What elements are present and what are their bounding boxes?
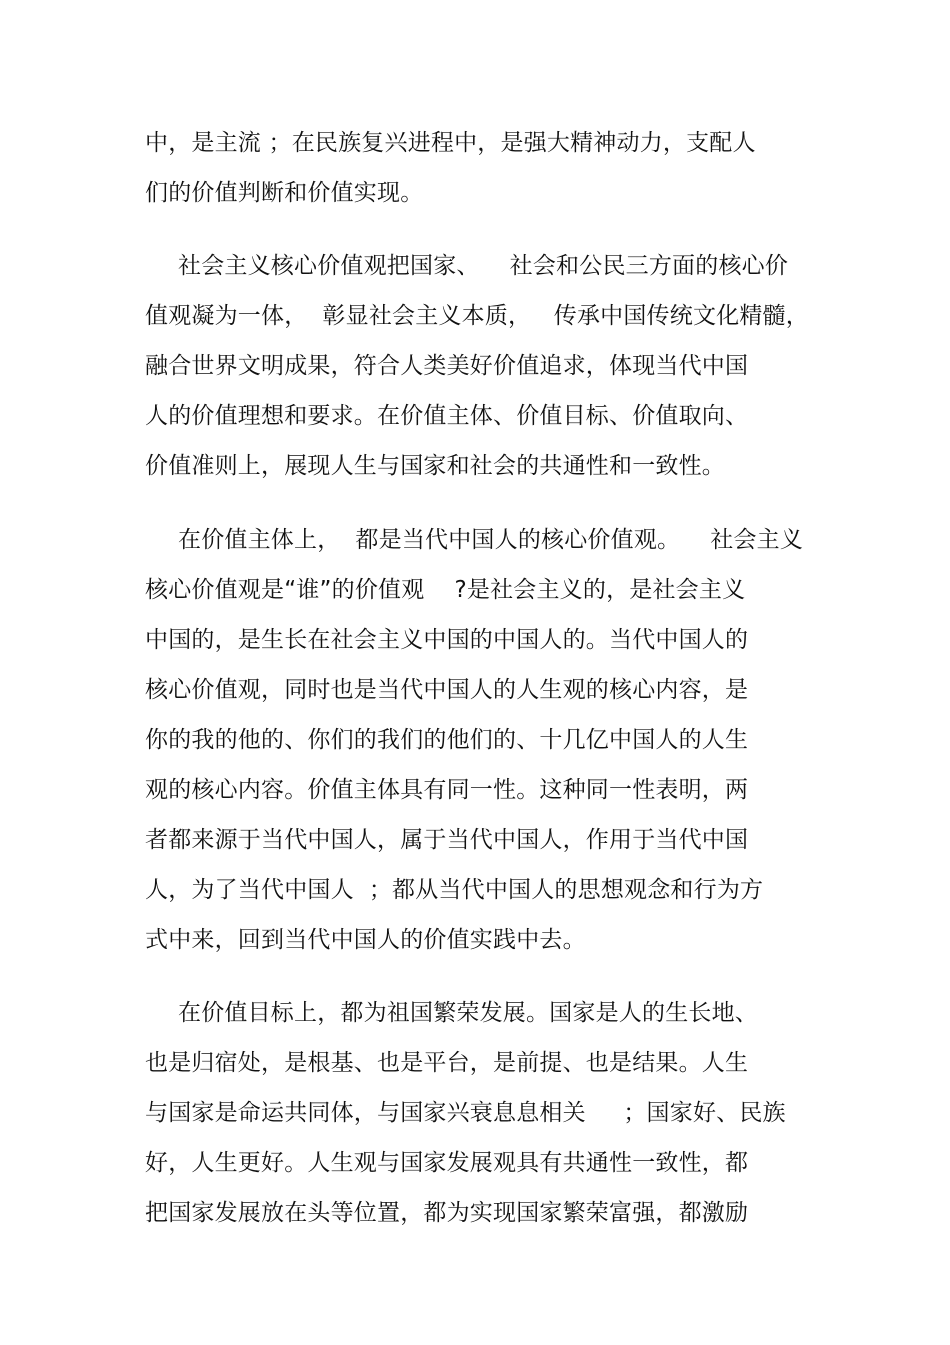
text-line: 们的价值判断和价值实现。	[145, 180, 424, 206]
text-line: 社会主义核心价值观把国家、 社会和公民三方面的核心价	[178, 253, 789, 279]
text-line: 观的核心内容。价值主体具有同一性。这种同一性表明，两	[145, 777, 749, 803]
text-line: 与国家是命运共同体，与国家兴衰息息相关 ；国家好、民族	[145, 1100, 786, 1126]
text-line: 你的我的他的、你们的我们的他们的、十几亿中国人的人生	[145, 727, 749, 753]
text-line: 融合世界文明成果，符合人类美好价值追求，体现当代中国	[145, 353, 749, 379]
text-line: 好，人生更好。人生观与国家发展观具有共通性一致性，都	[145, 1150, 749, 1176]
text-line: 者都来源于当代中国人，属于当代中国人，作用于当代中国	[145, 827, 749, 853]
text-line: 价值准则上，展现人生与国家和社会的共通性和一致性。	[145, 453, 725, 479]
text-line: 在价值目标上，都为祖国繁荣发展。国家是人的生长地、	[178, 1000, 758, 1026]
text-line: 核心价值观，同时也是当代中国人的人生观的核心内容，是	[145, 677, 749, 703]
text-line: 中，是主流 ；在民族复兴进程中，是强大精神动力，支配人	[145, 130, 756, 156]
text-line: 值观凝为一体， 彰显社会主义本质， 传承中国传统文化精髓，	[145, 303, 809, 329]
text-line: 中国的，是生长在社会主义中国的中国人的。当代中国人的	[145, 627, 749, 653]
text-line: 人的价值理想和要求。在价值主体、价值目标、价值取向、	[145, 403, 749, 429]
text-line: 在价值主体上， 都是当代中国人的核心价值观。 社会主义	[178, 527, 804, 553]
text-line: 式中来，回到当代中国人的价值实践中去。	[145, 927, 586, 953]
text-line: 把国家发展放在头等位置，都为实现国家繁荣富强，都激励	[145, 1200, 749, 1226]
text-line: 核心价值观是“谁”的价值观 ?是社会主义的，是社会主义	[145, 577, 746, 603]
text-line: 人，为了当代中国人 ；都从当代中国人的思想观念和行为方	[145, 877, 764, 903]
text-line: 也是归宿处，是根基、也是平台，是前提、也是结果。人生	[145, 1050, 749, 1076]
